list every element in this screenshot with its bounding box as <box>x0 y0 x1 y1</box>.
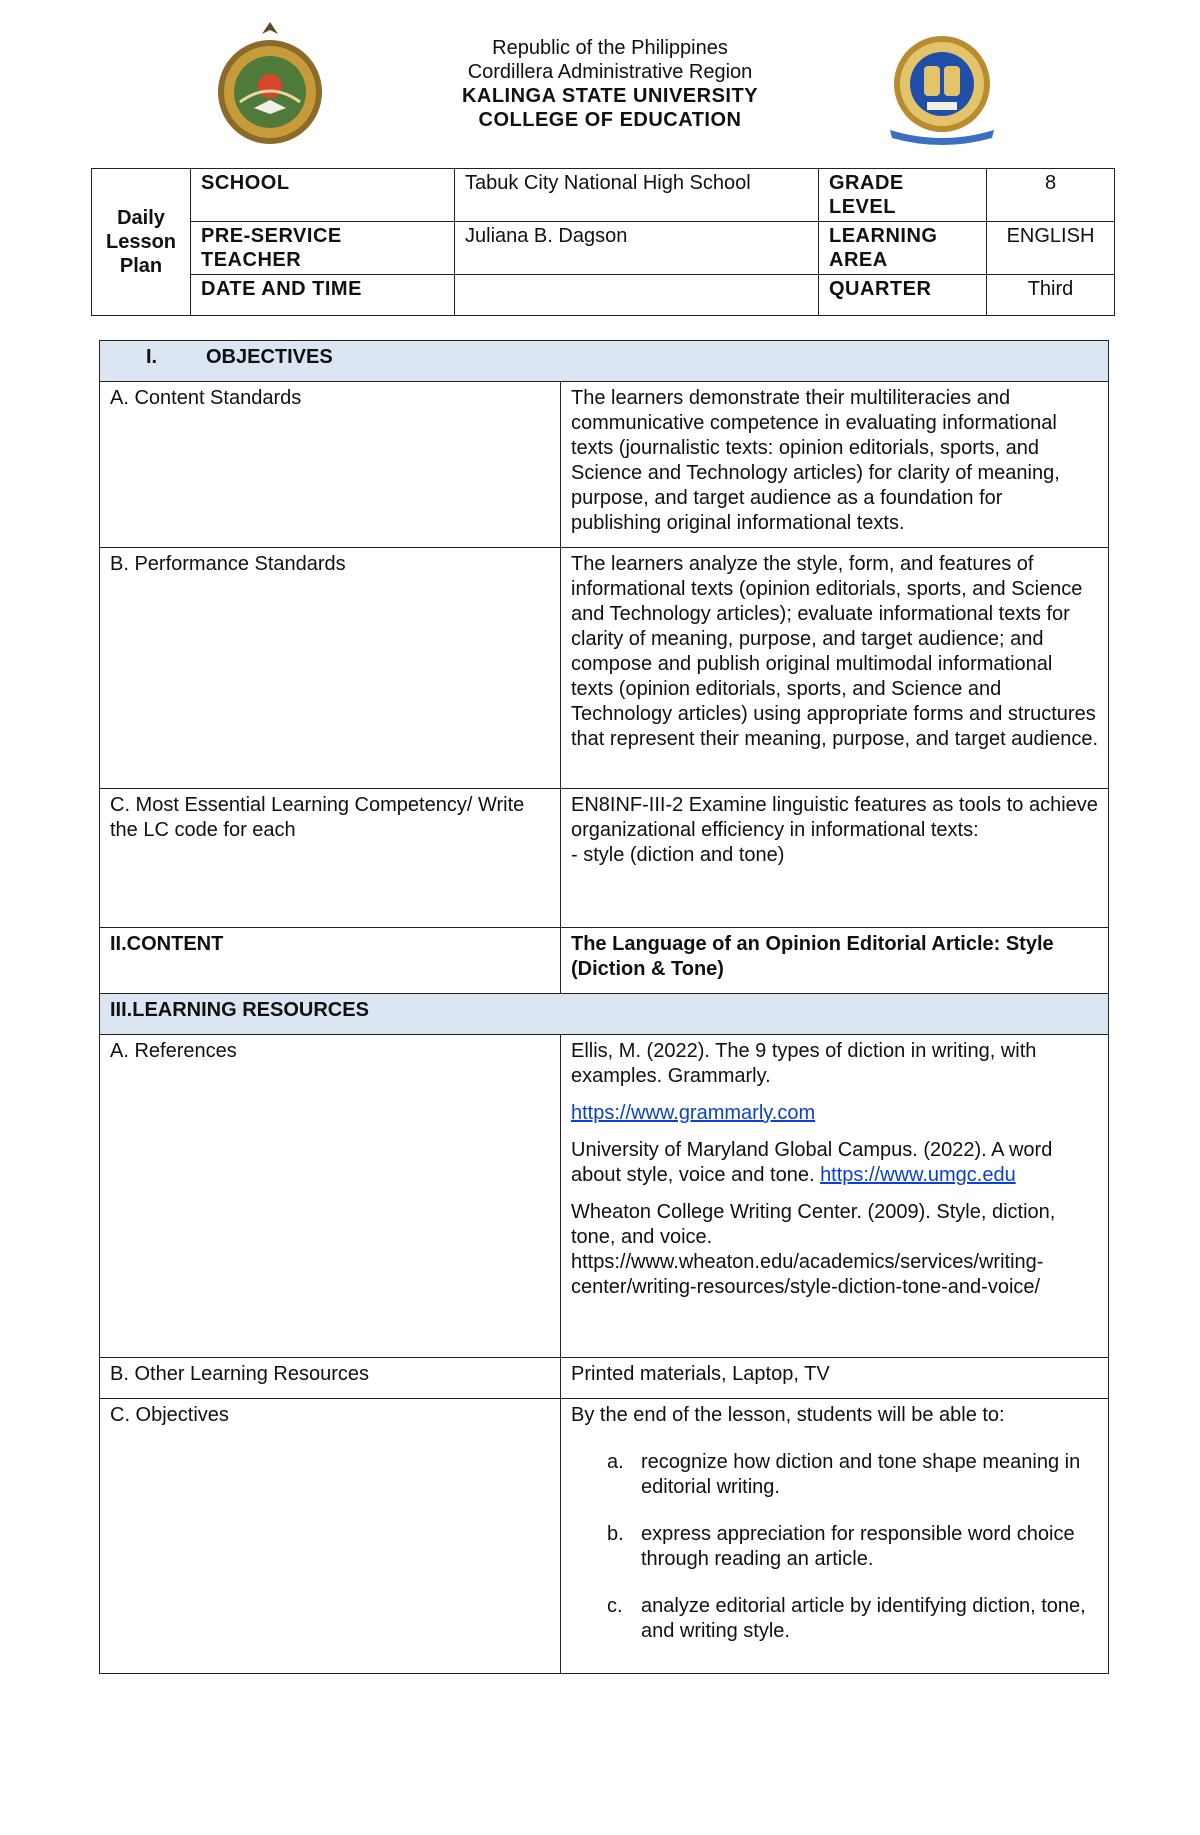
reference-wheaton: Wheaton College Writing Center. (2009). Style, diction, tone, and voice. https://www.wheaton.edu/academics/services/writing-center/writing-resources/style-diction-tone-and-voice/ <box>571 1201 1056 1298</box>
objective-text: express appreciation for responsible word choice through reading an article. <box>641 1523 1075 1570</box>
objectives-label: C. Objectives <box>100 1399 561 1674</box>
objective-item <box>607 1450 1098 1500</box>
learning-area-value: ENGLISH <box>987 222 1115 275</box>
grade-level-value: 8 <box>987 169 1115 222</box>
melc-style-item: - style (diction and tone) <box>571 844 785 866</box>
content-standards-value: The learners demonstrate their multiliteracies and communicative competence in evaluating informational texts (journalistic texts: opinion editorials, sports, and Science and Technology articles) for clarity of meaning, purpose, and target audience as a foundation for publishing original informational texts. <box>561 382 1109 548</box>
reference-umgc: University of Maryland Global Campus. (2022). A word about style, voice and tone. <box>571 1139 1053 1186</box>
pre-service-teacher-label: PRE-SERVICE TEACHER <box>191 222 455 275</box>
umgc-link[interactable]: https://www.umgc.edu <box>820 1164 1016 1186</box>
header-line-university: KALINGA STATE UNIVERSITY <box>461 85 759 107</box>
melc-competency: EN8INF-III-2 Examine linguistic features as tools to achieve organizational efficiency in informational texts: <box>571 794 1098 841</box>
references-label: A. References <box>100 1035 561 1358</box>
lesson-plan-table <box>99 340 1109 1674</box>
other-resources-label: B. Other Learning Resources <box>100 1358 561 1399</box>
content-standards-label: A. Content Standards <box>100 382 561 548</box>
objective-item <box>607 1522 1098 1572</box>
college-of-education-logo <box>880 30 1005 148</box>
references-cell <box>561 1035 1109 1358</box>
other-resources-value: Printed materials, Laptop, TV <box>561 1358 1109 1399</box>
performance-standards-label: B. Performance Standards <box>100 548 561 789</box>
objective-item <box>607 1594 1098 1644</box>
lesson-info-table <box>91 168 1115 316</box>
objectives-cell <box>561 1399 1109 1674</box>
objectives-section-number: I. <box>146 346 158 368</box>
content-value: The Language of an Opinion Editorial Article: Style (Diction & Tone) <box>561 928 1109 994</box>
objectives-list <box>571 1450 1098 1644</box>
daily-lesson-plan-title: Daily Lesson Plan <box>92 169 191 316</box>
quarter-label: QUARTER <box>819 275 987 316</box>
learning-area-label: LEARNING AREA <box>819 222 987 275</box>
learning-resources-section-header: III.LEARNING RESOURCES <box>100 994 1109 1035</box>
grammarly-link[interactable]: https://www.grammarly.com <box>571 1102 816 1124</box>
melc-cell <box>561 789 1109 928</box>
objective-marker: a. <box>607 1451 624 1473</box>
header-line-college: COLLEGE OF EDUCATION <box>478 109 742 131</box>
date-time-label: DATE AND TIME <box>191 275 455 316</box>
date-time-value <box>455 275 819 316</box>
reference-grammarly: Ellis, M. (2022). The 9 types of diction in writing, with examples. Grammarly. <box>571 1040 1037 1087</box>
objectives-intro: By the end of the lesson, students will be able to: <box>571 1404 1005 1426</box>
objective-marker: c. <box>607 1595 623 1617</box>
objectives-section-header <box>100 341 1109 382</box>
objectives-section-title: OBJECTIVES <box>206 346 333 368</box>
objective-text: analyze editorial article by identifying diction, tone, and writing style. <box>641 1595 1086 1642</box>
objective-marker: b. <box>607 1523 624 1545</box>
header-line-region: Cordillera Administrative Region <box>467 61 753 83</box>
quarter-value: Third <box>987 275 1115 316</box>
school-value: Tabuk City National High School <box>455 169 819 222</box>
objective-text: recognize how diction and tone shape meaning in editorial writing. <box>641 1451 1081 1498</box>
school-label: SCHOOL <box>191 169 455 222</box>
melc-label: C. Most Essential Learning Competency/ Write the LC code for each <box>100 789 561 928</box>
grade-level-label: GRADE LEVEL <box>819 169 987 222</box>
pre-service-teacher-value: Juliana B. Dagson <box>455 222 819 275</box>
header-line-republic: Republic of the Philippines <box>492 37 728 59</box>
document-header <box>380 36 840 132</box>
university-seal-logo <box>210 20 330 145</box>
performance-standards-value: The learners analyze the style, form, and features of informational texts (opinion editorials, sports, and Science and Technology articles); evaluate informational texts for clarity of meaning, purpose, and target audience; and compose and publish original multimodal informational texts (opinion editorials, sports, and Science and Technology articles) using appropriate forms and structures that represent their meaning, purpose, and target audience. <box>561 548 1109 789</box>
content-label: II.CONTENT <box>100 928 561 994</box>
